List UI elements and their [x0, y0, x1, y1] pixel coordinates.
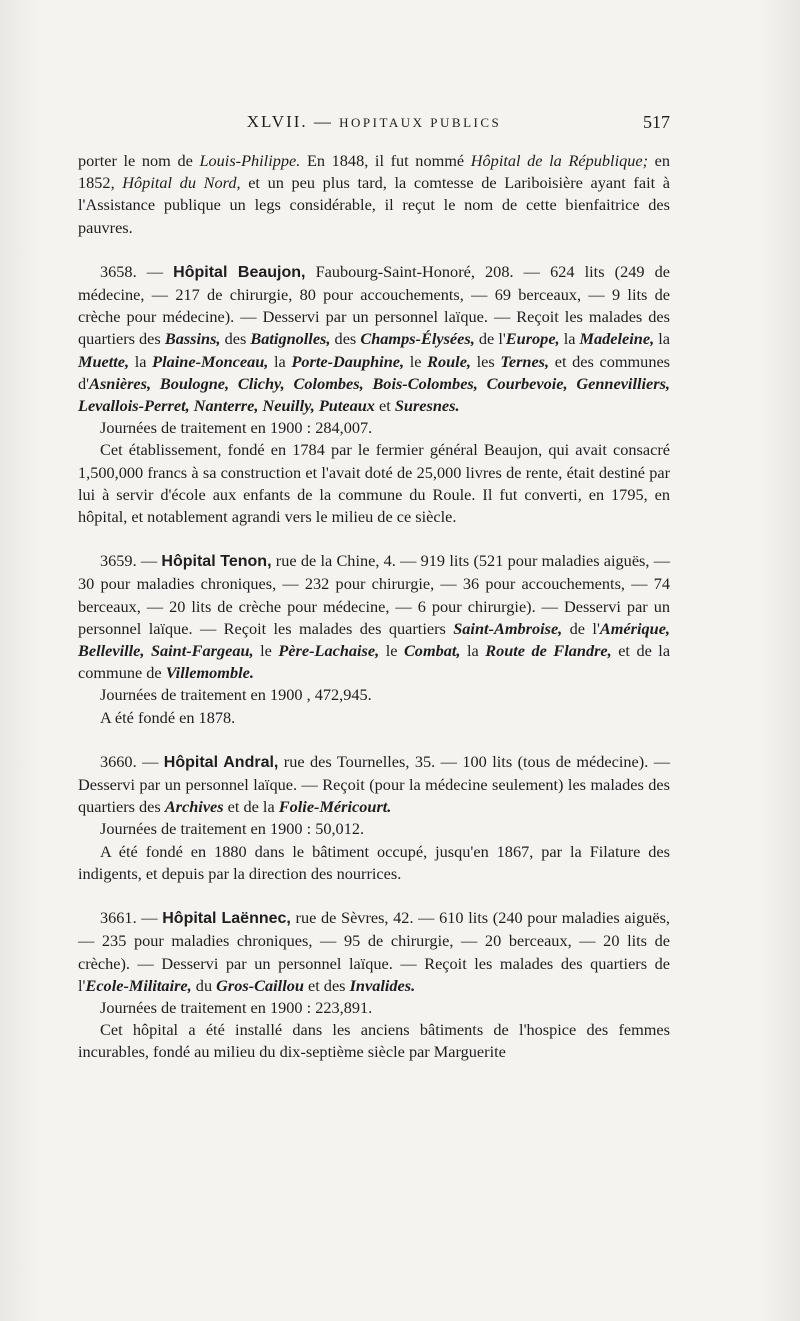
history-paragraph: Cet hôpital a été installé dans les anciens bâtiments de l'hospice des femmes incurables, fondé au milieu du dix-septième siècle par Marguerite — [78, 1020, 670, 1062]
running-title: XLVII. — HOPITAUX PUBLICS — [246, 112, 502, 131]
chapter-title: HOPITAUX PUBLICS — [339, 115, 502, 130]
treatment-days: Journées de traitement en 1900 : 223,891. — [100, 997, 373, 1017]
treatment-days: Journées de traitement en 1900 : 50,012. — [100, 819, 365, 839]
entry-description: 3660. — Hôpital Andral, rue des Tournelles, 35. — 100 lits (tous de médecine). — Desservi par un personnel laïque. — Reçoit (pour la médecine seulement) les malades des quartiers des Archives et de la Folie-Méricourt. — [78, 751, 670, 817]
intro-section — [78, 150, 670, 239]
entry-number: 3661. — — [100, 908, 163, 928]
entry-number: 3658. — — [100, 261, 174, 281]
treatment-days: Journées de traitement en 1900 : 284,007. — [100, 418, 373, 438]
entry-tenon — [78, 550, 670, 729]
intro-paragraph: porter le nom de Louis-Philippe. En 1848, il fut nommé Hôpital de la République; en 1852, Hôpital du Nord, et un peu plus tard, la comtesse de Lariboisière ayant fait à l'Assistance publique un legs considérable, il reçut le nom de cette bienfaitrice des pauvres. — [78, 151, 671, 237]
page-body — [78, 150, 670, 1064]
entry-description: 3659. — Hôpital Tenon, rue de la Chine, 4. — 919 lits (521 pour maladies aiguës, — 30 pour maladies chroniques, — 232 pour chirurgie, — 36 pour accouchements, — 74 berceaux, — 20 lits de crèche pour médecine, — 6 pour chirurgie). — Desservi par un personnel laïque. — Reçoit les malades des quartiers Saint-Ambroise, de l'Amérique, Belleville, Saint-Fargeau, le Père-Lachaise, le Combat, la Route de Flandre, et de la commune de Villemomble. — [78, 551, 671, 683]
chapter-number: XLVII. — [246, 112, 308, 131]
page-number: 517 — [643, 112, 670, 132]
history-paragraph: Cet établissement, fondé en 1784 par le fermier général Beaujon, qui avait consacré 1,500,000 francs à sa construction et l'avait doté de 25,000 livres de rente, était destiné par lui à servir d'école aux enfants de la commune du Roule. Il fut converti, en 1795, en hôpital, et notablement agrandi vers le milieu de ce siècle. — [78, 440, 670, 527]
hospital-name: Hôpital Beaujon, — [173, 263, 306, 281]
entry-laennec — [78, 907, 670, 1063]
entry-description: 3661. — Hôpital Laënnec, rue de Sèvres, 42. — 610 lits (240 pour maladies aiguës, — 235 pour maladies chroniques, — 95 de chirurgie, — 20 berceaux, — 20 lits de crèche). — Desservi par un personnel laïque. — Reçoit les malades des quartiers de l'Ecole-Militaire, du Gros-Caillou et des Invalides. — [78, 908, 670, 995]
running-header — [78, 112, 670, 140]
entry-andral — [78, 751, 670, 885]
founding-note: A été fondé en 1880 dans le bâtiment occupé, jusqu'en 1867, par la Filature des indigents, et depuis par la direction des nourrices. — [78, 841, 670, 883]
hospital-name: Hôpital Laënnec, — [162, 910, 291, 928]
hospital-name: Hôpital Andral, — [163, 753, 279, 771]
entry-number: 3659. — — [100, 551, 162, 571]
treatment-days: Journées de traitement en 1900 , 472,945. — [100, 685, 372, 705]
entry-beaujon — [78, 261, 670, 528]
founding-note: A été fondé en 1878. — [100, 707, 236, 727]
entry-number: 3660. — — [100, 751, 164, 771]
entry-description: 3658. — Hôpital Beaujon, Faubourg-Saint-Honoré, 208. — 624 lits (249 de médecine, — 217 de chirurgie, 80 pour accouchements, — 69 berceaux, — 9 lits de crèche pour médecine). — Desservi par un personnel laïque. — Reçoit les malades des quartiers des Bassins, des Batignolles, des Champs-Élysées, de l'Europe, la Madeleine, la Muette, la Plaine-Monceau, la Porte-Dauphine, le Roule, les Ternes, et des communes d'Asnières, Boulogne, Clichy, Colombes, Bois-Colombes, Courbevoie, Gennevilliers, Levallois-Perret, Nanterre, Neuilly, Puteaux et Suresnes. — [78, 261, 671, 416]
hospital-name: Hôpital Tenon, — [161, 553, 272, 571]
